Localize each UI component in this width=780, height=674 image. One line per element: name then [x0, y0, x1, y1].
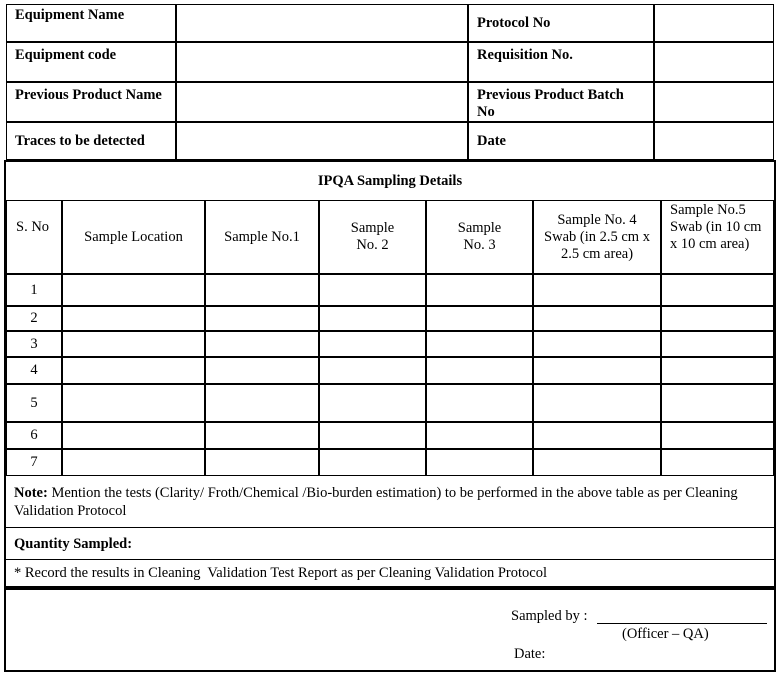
sample-no-5-cell[interactable] — [661, 331, 774, 357]
sample-no-5-cell[interactable] — [661, 422, 774, 449]
row-number: 5 — [6, 384, 62, 422]
col-header-sample-no-1: Sample No.1 — [205, 200, 319, 274]
sample-location-cell[interactable] — [62, 331, 205, 357]
sample-no-4-cell[interactable] — [533, 422, 661, 449]
sample-no-1-cell[interactable] — [205, 357, 319, 384]
sample-no-1-cell[interactable] — [205, 384, 319, 422]
col-header-sample-no-4: Sample No. 4 Swab (in 2.5 cm x 2.5 cm area) — [533, 200, 661, 274]
equipment-code-field[interactable] — [176, 42, 468, 82]
equipment-name-label: Equipment Name — [6, 4, 176, 42]
sample-location-cell[interactable] — [62, 357, 205, 384]
sample-no-3-cell[interactable] — [426, 422, 533, 449]
sampled-by-label: Sampled by : — [511, 608, 588, 624]
sample-no-1-cell[interactable] — [205, 449, 319, 476]
previous-product-batch-field[interactable] — [654, 82, 774, 122]
sample-no-4-cell[interactable] — [533, 274, 661, 306]
sample-location-cell[interactable] — [62, 274, 205, 306]
date-label: Date — [468, 122, 654, 160]
sample-no-2-cell[interactable] — [319, 384, 426, 422]
sample-no-4-cell[interactable] — [533, 384, 661, 422]
col-header-s-no: S. No — [6, 200, 62, 274]
sample-no-5-cell[interactable] — [661, 274, 774, 306]
equipment-name-field[interactable] — [176, 4, 468, 42]
note-text — [14, 484, 764, 520]
traces-field[interactable] — [176, 122, 468, 160]
sample-location-cell[interactable] — [62, 384, 205, 422]
sample-no-2-cell[interactable] — [319, 422, 426, 449]
previous-product-name-label: Previous Product Name — [6, 82, 176, 122]
col-header-sample-location: Sample Location — [62, 200, 205, 274]
sample-no-1-cell[interactable] — [205, 331, 319, 357]
col-header-sample-no-5: Sample No.5 Swab (in 10 cm x 10 cm area) — [661, 200, 774, 274]
sample-no-3-cell[interactable] — [426, 274, 533, 306]
quantity-sampled-label: Quantity Sampled: — [14, 536, 133, 552]
sample-no-3-cell[interactable] — [426, 449, 533, 476]
requisition-no-label: Requisition No. — [468, 42, 654, 82]
sample-no-5-cell[interactable] — [661, 306, 774, 331]
row-number: 7 — [6, 449, 62, 476]
row-number: 4 — [6, 357, 62, 384]
divider — [6, 559, 774, 560]
sample-no-2-cell[interactable] — [319, 274, 426, 306]
requisition-no-field[interactable] — [654, 42, 774, 82]
sample-no-4-cell[interactable] — [533, 331, 661, 357]
sample-no-5-cell[interactable] — [661, 357, 774, 384]
traces-label: Traces to be detected — [6, 122, 176, 160]
sample-no-3-cell[interactable] — [426, 384, 533, 422]
protocol-no-field[interactable] — [654, 4, 774, 42]
sample-no-1-cell[interactable] — [205, 306, 319, 331]
sample-no-2-cell[interactable] — [319, 331, 426, 357]
sample-no-2-cell[interactable] — [319, 306, 426, 331]
row-number: 3 — [6, 331, 62, 357]
col-header-sample-no-2: Sample No. 2 — [319, 200, 426, 274]
row-number: 6 — [6, 422, 62, 449]
sample-location-cell[interactable] — [62, 306, 205, 331]
divider — [6, 527, 774, 528]
row-number: 2 — [6, 306, 62, 331]
sample-no-3-cell[interactable] — [426, 306, 533, 331]
sample-no-2-cell[interactable] — [319, 449, 426, 476]
sampled-by-signature-line[interactable] — [597, 623, 767, 624]
previous-product-batch-label: Previous Product Batch No — [468, 82, 654, 122]
note-label: Note: — [14, 485, 48, 501]
sample-no-1-cell[interactable] — [205, 422, 319, 449]
note-body: Mention the tests (Clarity/ Froth/Chemical /Bio-burden estimation) to be performed in the above table as per Cleaning Validation Protocol — [14, 485, 738, 519]
sample-no-2-cell[interactable] — [319, 357, 426, 384]
sample-no-4-cell[interactable] — [533, 449, 661, 476]
sample-no-1-cell[interactable] — [205, 274, 319, 306]
sampling-title: IPQA Sampling Details — [317, 173, 463, 189]
previous-product-name-field[interactable] — [176, 82, 468, 122]
col-header-sample-no-3: Sample No. 3 — [426, 200, 533, 274]
officer-qa-label: (Officer – QA) — [622, 626, 709, 642]
sample-no-5-cell[interactable] — [661, 449, 774, 476]
row-number: 1 — [6, 274, 62, 306]
sample-no-3-cell[interactable] — [426, 331, 533, 357]
sample-no-4-cell[interactable] — [533, 306, 661, 331]
date-field[interactable] — [654, 122, 774, 160]
equipment-code-label: Equipment code — [6, 42, 176, 82]
sample-location-cell[interactable] — [62, 449, 205, 476]
sample-no-4-cell[interactable] — [533, 357, 661, 384]
sample-location-cell[interactable] — [62, 422, 205, 449]
signoff-date-label: Date: — [514, 646, 546, 662]
sample-no-3-cell[interactable] — [426, 357, 533, 384]
protocol-no-label: Protocol No — [468, 4, 654, 42]
sample-no-5-cell[interactable] — [661, 384, 774, 422]
record-results-text: * Record the results in Cleaning Validation Test Report as per Cleaning Validation Protocol — [14, 565, 547, 581]
